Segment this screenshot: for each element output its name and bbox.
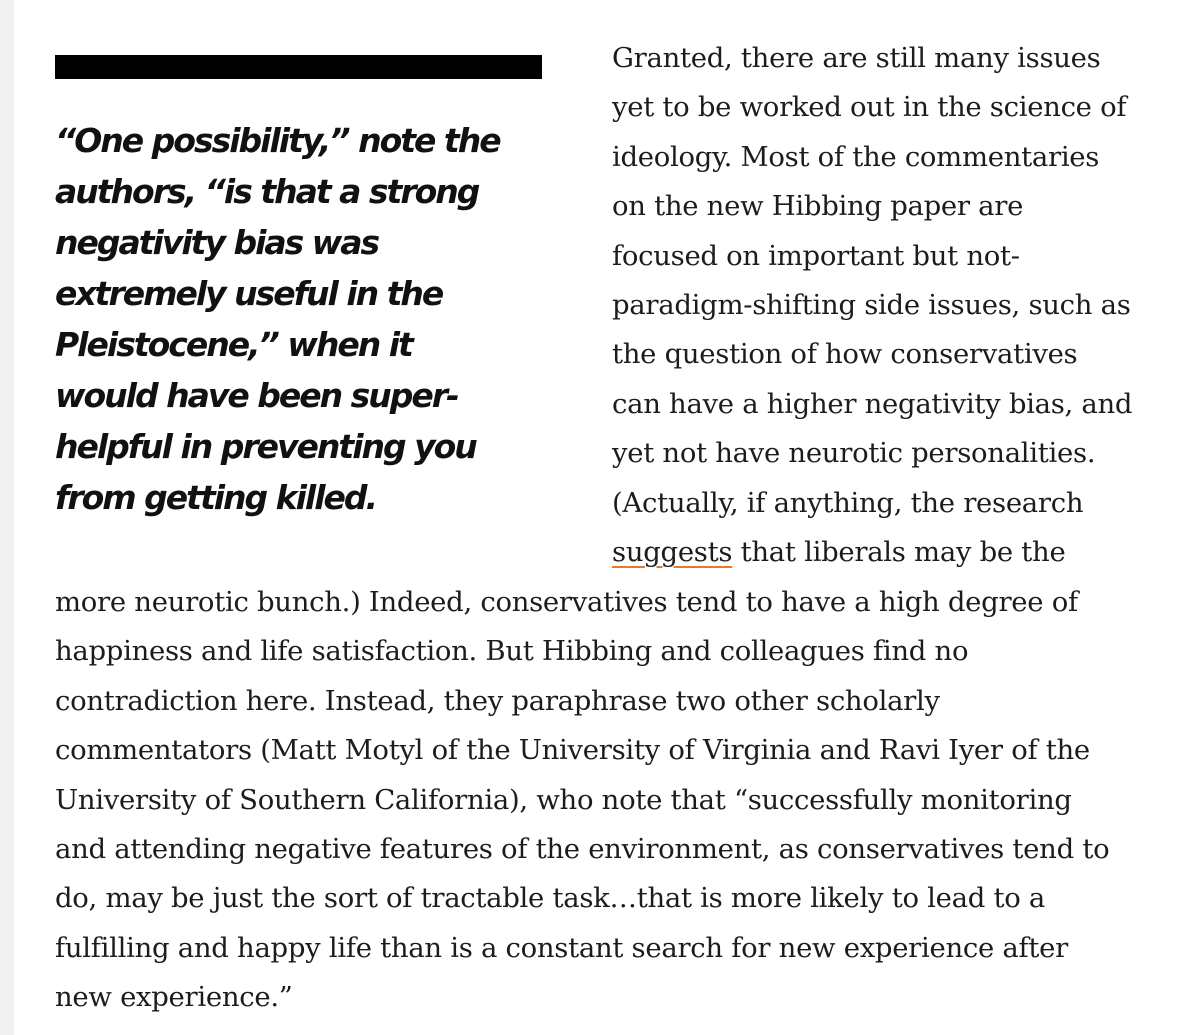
paragraph-line: contradiction here. Instead, they paraphrase two other scholarly bbox=[55, 684, 940, 717]
paragraph-line: on the new Hibbing paper are bbox=[612, 190, 1024, 223]
paragraph-line: more neurotic bunch.) Indeed, conservatives tend to have a high degree of bbox=[55, 586, 1078, 618]
pull-quote-line: negativity bias was bbox=[55, 223, 379, 262]
pull-quote-line: would have been super- bbox=[55, 376, 458, 415]
suggests-link[interactable]: suggests bbox=[612, 536, 733, 569]
paragraph-line: can have a higher negativity bias, and bbox=[612, 387, 1133, 420]
paragraph-line: University of Southern California), who note that “successfully monitoring bbox=[55, 783, 1072, 816]
link-line-rest: that liberals may be the bbox=[732, 536, 1066, 569]
paragraph-line: commentators (Matt Motyl of the University of Virginia and Ravi Iyer of the bbox=[55, 734, 1090, 767]
pull-quote-text bbox=[55, 115, 542, 523]
paragraph-line: happiness and life satisfaction. But Hibbing and colleagues find no bbox=[55, 635, 969, 668]
pull-quote-line: from getting killed. bbox=[55, 478, 377, 517]
paragraph-line: and attending negative features of the environment, as conservatives tend to bbox=[55, 833, 1110, 866]
pull-quote-line: helpful in preventing you bbox=[55, 427, 476, 466]
paragraph-line: new experience.” bbox=[55, 981, 293, 1014]
article-paragraph-full-width bbox=[55, 578, 1185, 1023]
pull-quote-line: authors, “is that a strong bbox=[55, 172, 479, 211]
pull-quote-line: Pleistocene,” when it bbox=[55, 325, 412, 364]
paragraph-line: Granted, there are still many issues bbox=[612, 42, 1101, 74]
paragraph-line-with-link bbox=[612, 528, 1192, 577]
pull-quote bbox=[55, 55, 542, 517]
paragraph-line: ideology. Most of the commentaries bbox=[612, 140, 1100, 173]
paragraph-line: paradigm-shifting side issues, such as bbox=[612, 289, 1131, 322]
paragraph-line: yet to be worked out in the science of bbox=[612, 91, 1127, 124]
page-gutter bbox=[0, 0, 14, 1035]
pull-quote-rule bbox=[55, 55, 542, 79]
paragraph-line: the question of how conservatives bbox=[612, 338, 1078, 371]
paragraph-line: focused on important but not- bbox=[612, 239, 1020, 272]
paragraph-line: do, may be just the sort of tractable task…that is more likely to lead to a bbox=[55, 882, 1045, 915]
pull-quote-line: extremely useful in the bbox=[55, 274, 443, 313]
paragraph-line: fulfilling and happy life than is a constant search for new experience after bbox=[55, 931, 1068, 964]
paragraph-line: yet not have neurotic personalities. bbox=[612, 437, 1096, 470]
pull-quote-line: “One possibility,” note the bbox=[55, 121, 500, 160]
article-paragraph-right-column bbox=[612, 34, 1192, 577]
paragraph-line: (Actually, if anything, the research bbox=[612, 486, 1084, 519]
